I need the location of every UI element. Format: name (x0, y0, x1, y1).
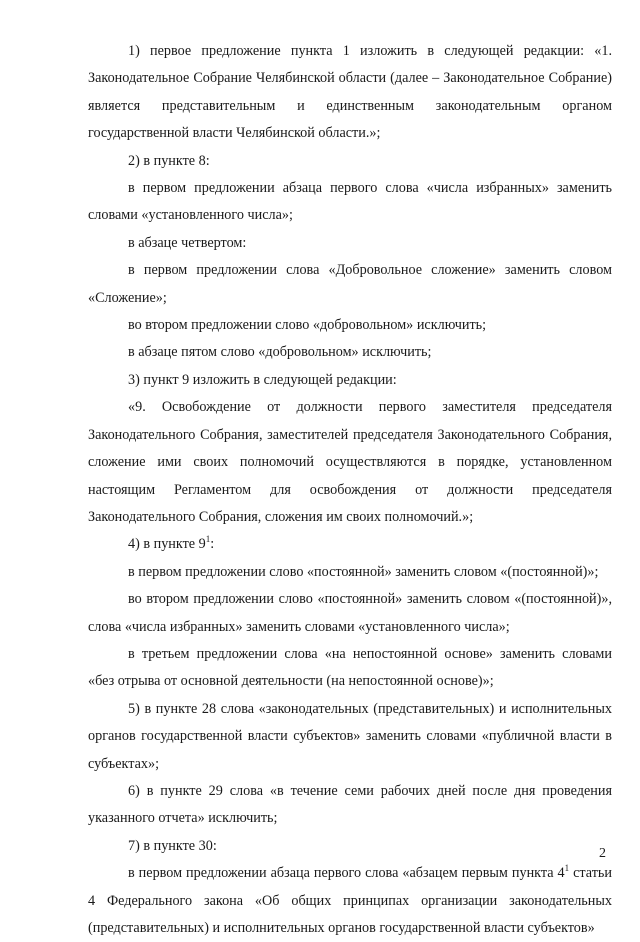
paragraph-text: в абзаце пятом слово «добровольном» исключить; (128, 344, 432, 361)
paragraph-text: 6) в пункте 29 слова «в течение семи рабочих дней после дня проведения указанного отчета» исключить; (88, 782, 612, 827)
paragraph-4 (88, 230, 612, 257)
paragraph-8 (88, 367, 612, 394)
paragraph-17 (88, 860, 612, 942)
paragraph-text: в первом предложении абзаца первого слова «абзацем первым пункта 4 (128, 865, 565, 882)
paragraph-2 (88, 148, 612, 175)
superscript: 1 (564, 863, 570, 874)
paragraph-9 (88, 394, 612, 531)
paragraph-text: в абзаце четвертом: (128, 234, 247, 251)
paragraph-10 (88, 531, 612, 558)
paragraph-7 (88, 339, 612, 366)
paragraph-text: 5) в пункте 28 слова «законодательных (представительных) и исполнительных органов государственной власти субъектов» заменить словами «публичной власти в субъектах»; (88, 700, 612, 772)
paragraph-3 (88, 175, 612, 230)
paragraph-12 (88, 586, 612, 641)
paragraph-5 (88, 257, 612, 312)
paragraph-text: во втором предложении слово «добровольном» исключить; (128, 317, 487, 334)
paragraph-11 (88, 559, 612, 586)
page-number: 2 (599, 846, 606, 861)
paragraph-text: 7) в пункте 30: (128, 837, 217, 854)
paragraph-text-after: статьи 4 Федерального закона «Об общих принципах организации законодательных (представительных) и исполнительных органов государственной власти субъектов» (88, 865, 612, 936)
paragraph-text: 2) в пункте 8: (128, 152, 210, 169)
paragraph-14 (88, 696, 612, 778)
paragraph-text: во втором предложении слово «постоянной» заменить словом «(постоянной)», слова «числа избранных» заменить словами «установленного числа»; (88, 591, 612, 635)
paragraph-text: 1) первое предложение пункта 1 изложить в следующей редакции: «1. Законодательное Собрание Челябинской области (далее – Законодательное Собрание) является представительным и единственным законодательным органом государственной власти Челябинской области.»; (88, 43, 612, 142)
paragraph-6 (88, 312, 612, 339)
paragraph-15 (88, 778, 612, 833)
paragraph-text: 3) пункт 9 изложить в следующей редакции: (128, 371, 397, 388)
paragraph-text: 4) в пункте 9 (128, 536, 206, 553)
paragraph-13 (88, 641, 612, 696)
paragraph-text: в первом предложении слово «постоянной» заменить словом «(постоянной)»; (128, 563, 599, 580)
paragraph-1 (88, 38, 612, 148)
paragraph-text: «9. Освобождение от должности первого заместителя председателя Законодательного Собрания, заместителей председателя Законодательного Собрания, сложение ими своих полномочий осуществляются в порядке, установленном настоящим Регламентом для освобождения от должности председателя Законодательного Собрания, сложения им своих полномочий.»; (88, 399, 612, 525)
paragraph-text: в первом предложении слова «Добровольное сложение» заменить словом «Сложение»; (88, 262, 612, 306)
paragraph-text: в первом предложении абзаца первого слова «числа избранных» заменить словами «установленного числа»; (88, 180, 612, 224)
superscript: 1 (205, 534, 211, 545)
paragraph-text-after: : (210, 536, 215, 553)
document-body (88, 38, 612, 942)
paragraph-16 (88, 833, 612, 860)
paragraph-text: в третьем предложении слова «на непостоянной основе» заменить словами «без отрыва от основной деятельности (на непостоянной основе)»; (88, 645, 612, 690)
